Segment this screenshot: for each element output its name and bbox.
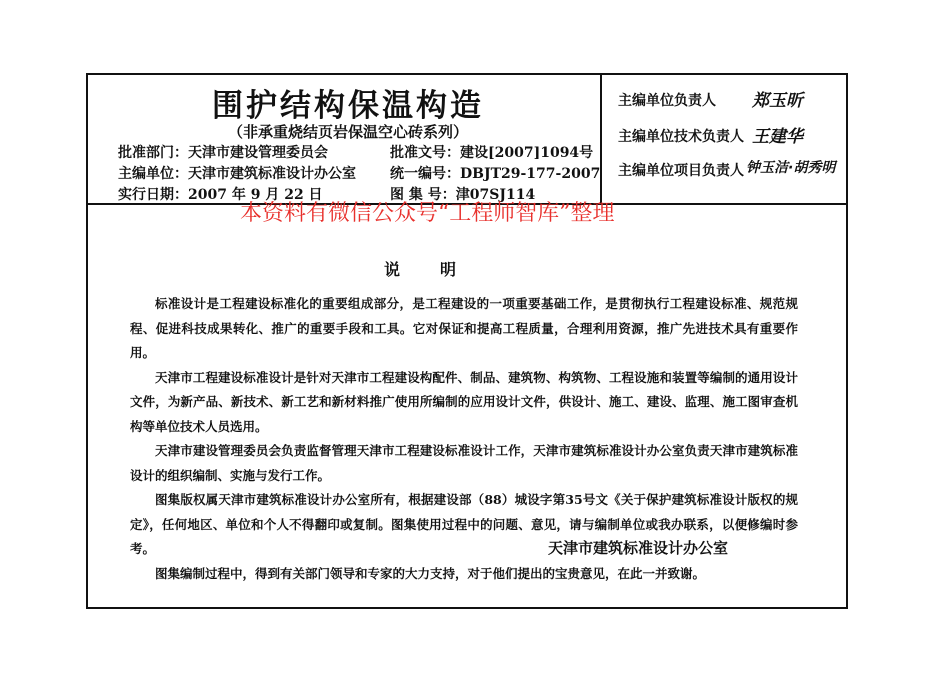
paragraph-5: 图集编制过程中，得到有关部门领导和专家的大力支持，对于他们提出的宝贵意见，在此一并致谢。 xyxy=(155,565,706,581)
approval-dept-label: 批准部门： xyxy=(118,145,188,161)
responsible-project-label: 主编单位项目负责人 xyxy=(618,163,744,179)
header-vertical-divider xyxy=(600,73,602,204)
chief-editor-unit-value: 天津市建筑标准设计办公室 xyxy=(188,166,356,182)
document-title: 围护结构保温构造 xyxy=(212,88,484,124)
effective-date-label: 实行日期： xyxy=(118,187,188,203)
chief-editor-unit xyxy=(118,163,356,183)
unified-number xyxy=(390,163,600,183)
approval-number-label: 批准文号： xyxy=(390,145,460,161)
responsible-tech-label: 主编单位技术负责人 xyxy=(618,129,744,145)
chief-editor-unit-label: 主编单位： xyxy=(118,166,188,182)
unified-number-label: 统一编号： xyxy=(390,166,460,182)
paragraph-1: 标准设计是工程建设标准化的重要组成部分，是工程建设的一项重要基础工作，是贯彻执行工程建设标准、规范规程、促进科技成果转化、推广的重要手段和工具。它对保证和提高工程质量，合理利用资源，推广先进技术具有重要作用。 xyxy=(130,296,798,360)
document-subtitle: （非承重烧结页岩保温空心砖系列） xyxy=(227,123,468,141)
section-heading: 说明 xyxy=(383,260,496,279)
signature-tech: 王建华 xyxy=(752,127,803,147)
signature-project: 钟玉洁·胡秀明 xyxy=(746,160,836,176)
effective-date-value: 2007 年 9 月 22 日 xyxy=(188,187,323,203)
approval-number xyxy=(390,142,593,162)
watermark-text: 本资料有微信公众号“工程师智库”整理 xyxy=(240,201,615,226)
signature-head: 郑玉昕 xyxy=(752,91,803,111)
issuing-office: 天津市建筑标准设计办公室 xyxy=(548,539,729,557)
responsible-head-label: 主编单位负责人 xyxy=(618,93,716,109)
paragraph-4: 图集版权属天津市建筑标准设计办公室所有，根据建设部（88）城设字第35号文《关于保护建筑标准设计版权的规定》，任何地区、单位和个人不得翻印或复制。图集使用过程中的问题、意见，请与编制单位或我办联系，以便修编时参考。 xyxy=(130,492,798,556)
paragraph-3: 天津市建设管理委员会负责监督管理天津市工程建设标准设计工作，天津市建筑标准设计办公室负责天津市建筑标准设计的组织编制、实施与发行工作。 xyxy=(130,443,798,483)
atlas-number-label: 图 集 号： xyxy=(390,187,456,203)
approval-number-value: 建设[2007]1094号 xyxy=(460,145,594,161)
paragraph-2: 天津市工程建设标准设计是针对天津市工程建设构配件、制品、建筑物、构筑物、工程设施和装置等编制的通用设计文件，为新产品、新技术、新工艺和新材料推广使用所编制的应用设计文件，供设计、施工、建设、监理、施工图审查机构等单位技术人员选用。 xyxy=(130,369,798,434)
unified-number-value: DBJT29-177-2007 xyxy=(460,166,601,182)
approval-dept-value: 天津市建设管理委员会 xyxy=(188,145,328,161)
approval-dept xyxy=(118,142,328,162)
atlas-number-value: 津07SJ114 xyxy=(455,187,536,203)
